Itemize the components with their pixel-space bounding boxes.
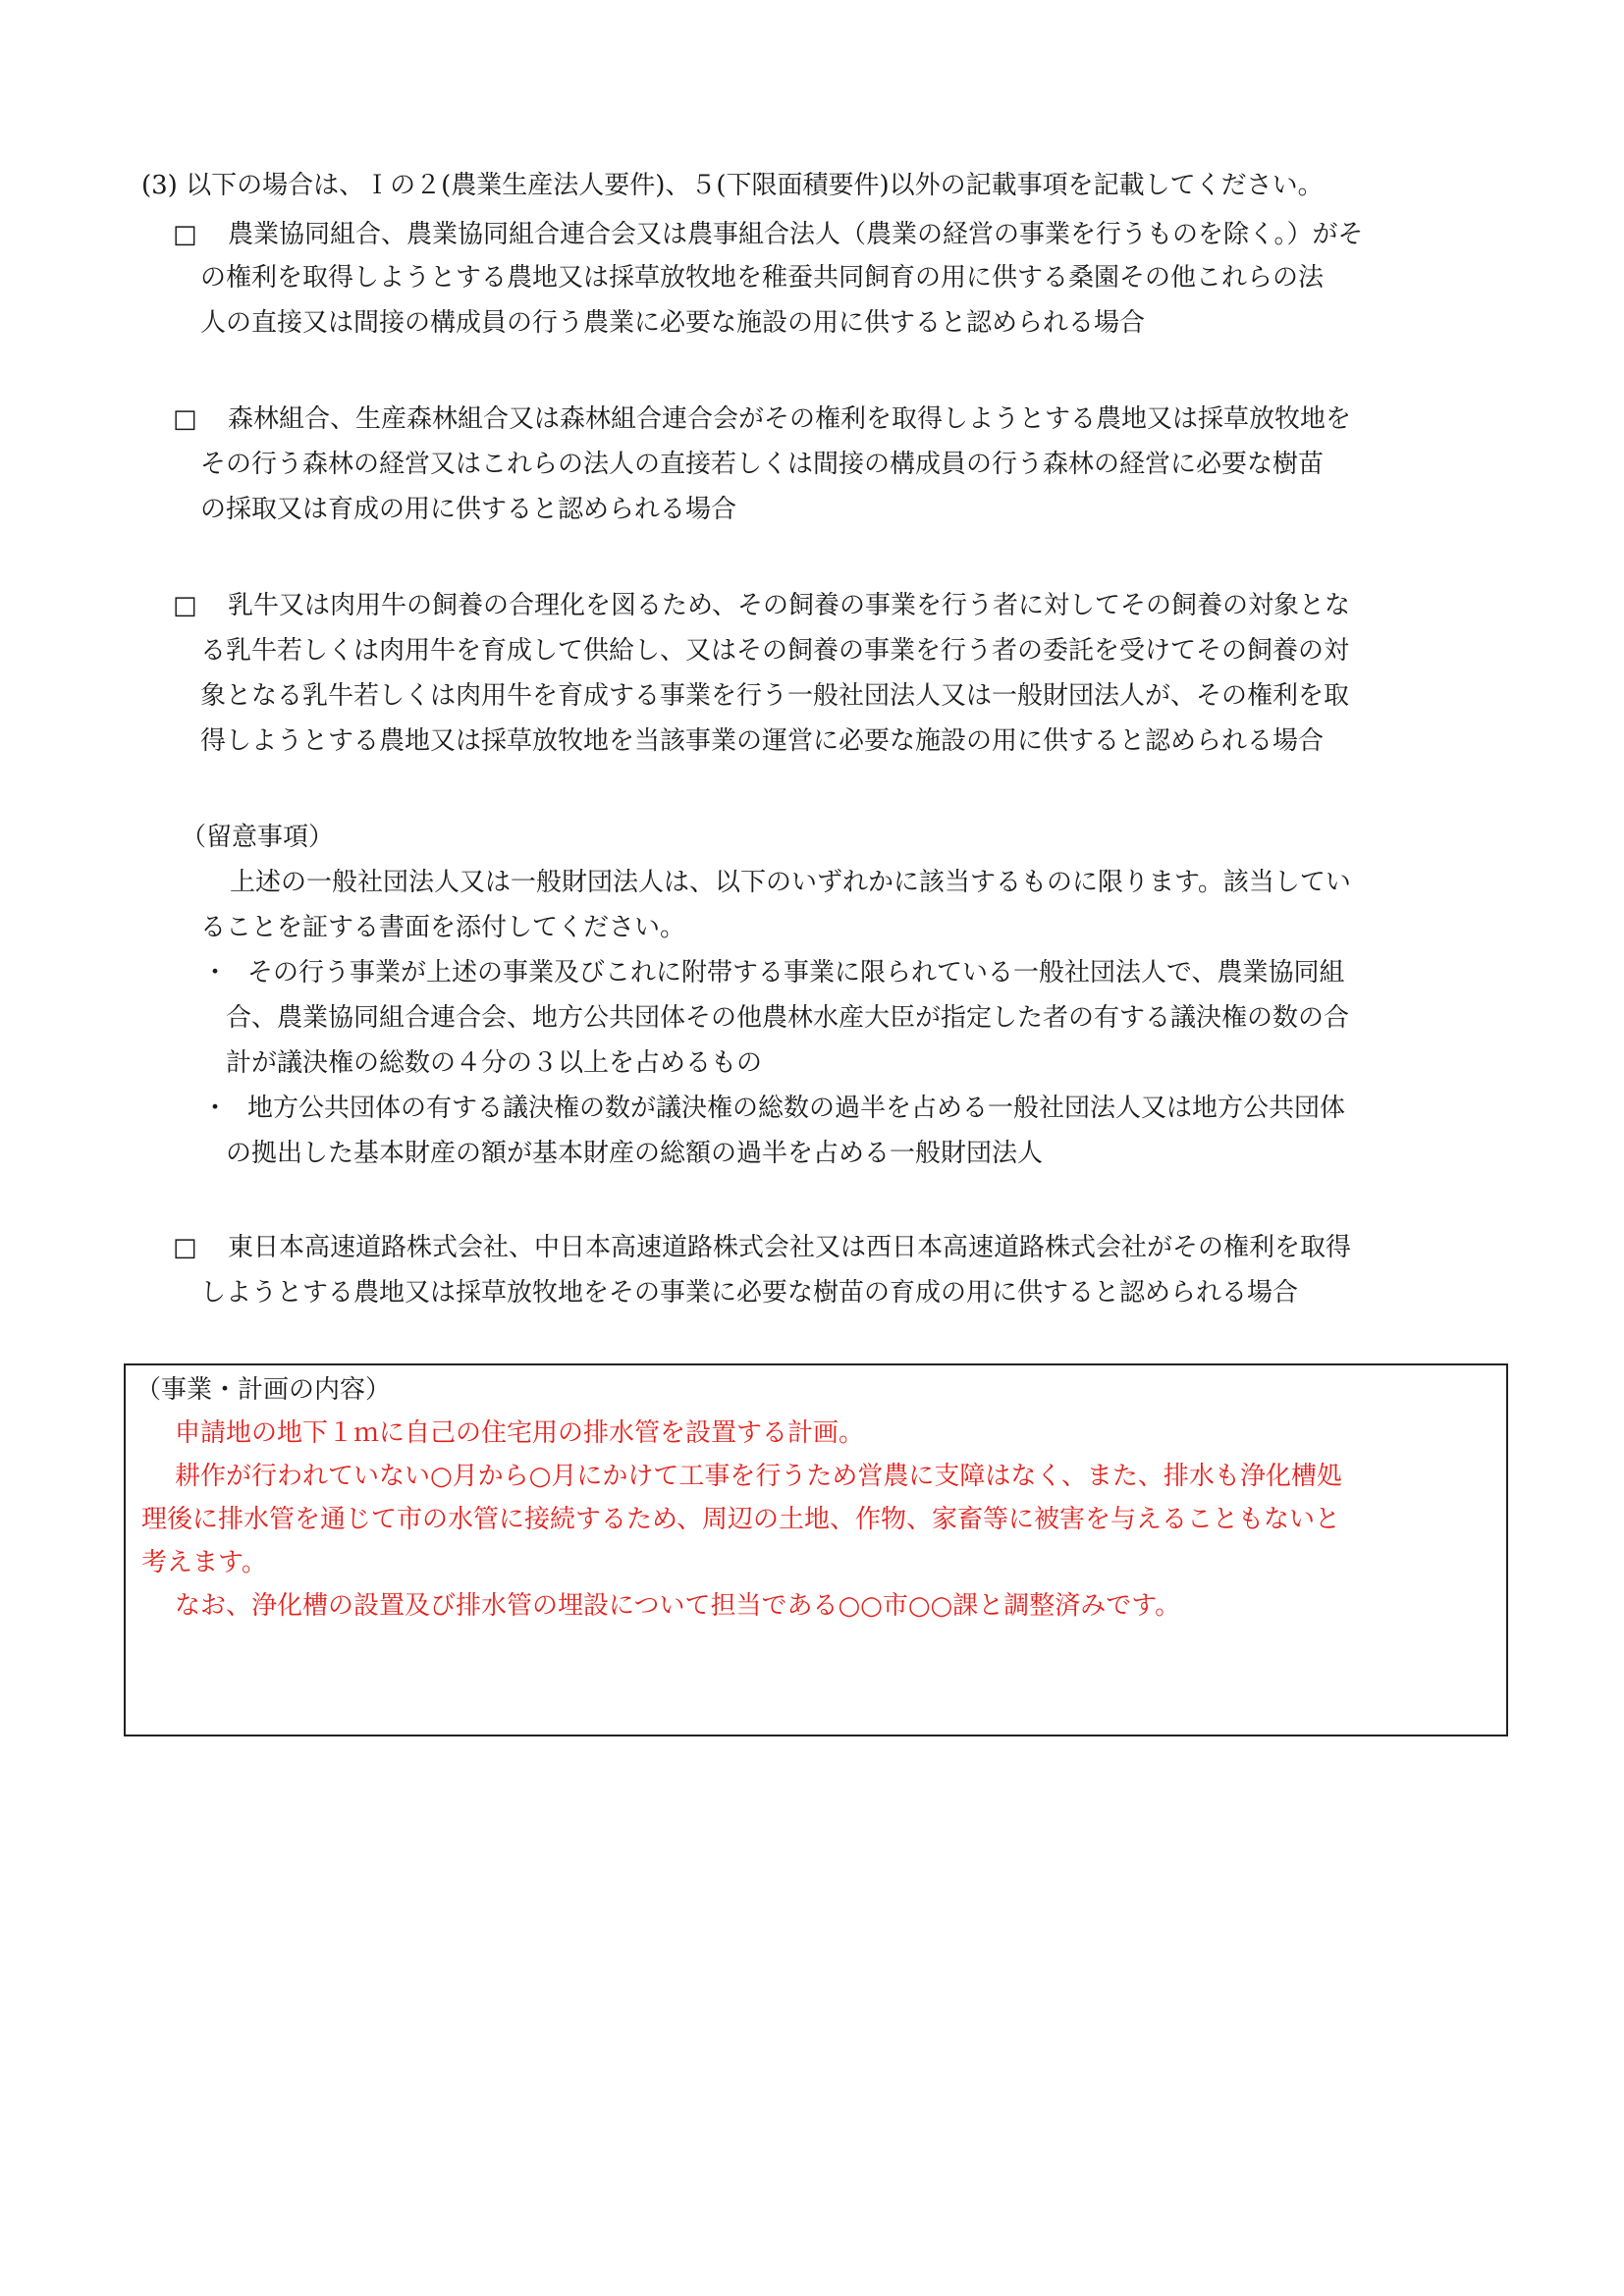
business-plan-title: （事業・計画の内容） xyxy=(135,1375,392,1405)
item-2-line-2: その行う森林の経営又はこれらの法人の直接若しくは間接の構成員の行う森林の経営に必要な樹苗 xyxy=(200,450,1325,479)
item-1-line-2: の権利を取得しようとする農地又は採草放牧地を稚蚕共同飼育の用に供する桑園その他これらの法 xyxy=(200,263,1325,293)
item-1-line-1: □ 農業協同組合、農業協同組合連合会又は農事組合法人（農業の経営の事業を行うものを除く。）がそ xyxy=(173,220,1364,249)
business-plan-box xyxy=(124,1363,1508,1736)
business-plan-line-3: 理後に排水管を通じて市の水管に接続するため、周辺の土地、作物、家畜等に被害を与えることもないと xyxy=(141,1505,1340,1534)
business-plan-line-5: なお、浄化槽の設置及び排水管の埋設について担当である○○市○○課と調整済みです。 xyxy=(175,1591,1181,1621)
section-3-heading: (3) 以下の場合は、Ｉの２(農業生産法人要件)、５(下限面積要件)以外の記載事項を記載してください。 xyxy=(141,171,1324,200)
notes-intro-line-2: ることを証する書面を添付してください。 xyxy=(200,913,686,942)
item-3-line-4: 得しようとする農地又は採草放牧地を当該事業の運営に必要な施設の用に供すると認められる場合 xyxy=(200,726,1325,756)
item-3-line-1: □ 乳牛又は肉用牛の飼養の合理化を図るため、その飼養の事業を行う者に対してその飼養の対象とな xyxy=(173,591,1350,620)
item-2-line-3: の採取又は育成の用に供すると認められる場合 xyxy=(200,495,737,524)
bullet-mark: ・ xyxy=(202,958,229,988)
checkbox[interactable]: □ xyxy=(173,591,197,620)
business-plan-line-4: 考えます。 xyxy=(141,1548,267,1577)
item-3-line-3: 象となる乳牛若しくは肉用牛を育成する事業を行う一般社団法人又は一般財団法人が、その権利を取 xyxy=(200,681,1350,711)
notes-bullet-1-line-2: 合、農業協同組合連合会、地方公共団体その他農林水産大臣が指定した者の有する議決権の数の合 xyxy=(226,1003,1350,1033)
item-2-line-1: □ 森林組合、生産森林組合又は森林組合連合会がその権利を取得しようとする農地又は採草放牧地を xyxy=(173,404,1352,434)
item-4-line-1: □ 東日本高速道路株式会社、中日本高速道路株式会社又は西日本高速道路株式会社がその権利を取得 xyxy=(173,1233,1352,1262)
item-4-line-2: しようとする農地又は採草放牧地をその事業に必要な樹苗の育成の用に供すると認められる場合 xyxy=(200,1278,1299,1308)
notes-bullet-2-line-1: ・ 地方公共団体の有する議決権の数が議決権の総数の過半を占める一般社団法人又は地方公共団体 xyxy=(202,1094,1346,1123)
notes-title: （留意事項） xyxy=(181,823,335,852)
notes-intro-line-1: 上述の一般社団法人又は一般財団法人は、以下のいずれかに該当するものに限ります。該当してい xyxy=(230,868,1351,897)
bullet-mark: ・ xyxy=(202,1094,229,1123)
item-1-line-3: 人の直接又は間接の構成員の行う農業に必要な施設の用に供すると認められる場合 xyxy=(200,308,1146,338)
item-3-line-2: る乳牛若しくは肉用牛を育成して供給し、又はその飼養の事業を行う者の委託を受けてその飼養の対 xyxy=(200,636,1350,666)
notes-bullet-2-line-2: の拠出した基本財産の額が基本財産の総額の過半を占める一般財団法人 xyxy=(226,1139,1044,1168)
notes-bullet-1-line-3: 計が議決権の総数の４分の３以上を占めるもの xyxy=(226,1048,763,1078)
notes-bullet-1-line-1: ・ その行う事業が上述の事業及びこれに附帯する事業に限られている一般社団法人で、農業協同組 xyxy=(202,958,1345,988)
business-plan-line-2: 耕作が行われていない○月から○月にかけて工事を行うため営農に支障はなく、また、排水も浄化槽処 xyxy=(175,1462,1342,1491)
checkbox[interactable]: □ xyxy=(173,1233,197,1262)
checkbox[interactable]: □ xyxy=(173,220,197,249)
checkbox[interactable]: □ xyxy=(173,404,197,434)
business-plan-line-1: 申請地の地下１ｍに自己の住宅用の排水管を設置する計画。 xyxy=(175,1418,865,1448)
